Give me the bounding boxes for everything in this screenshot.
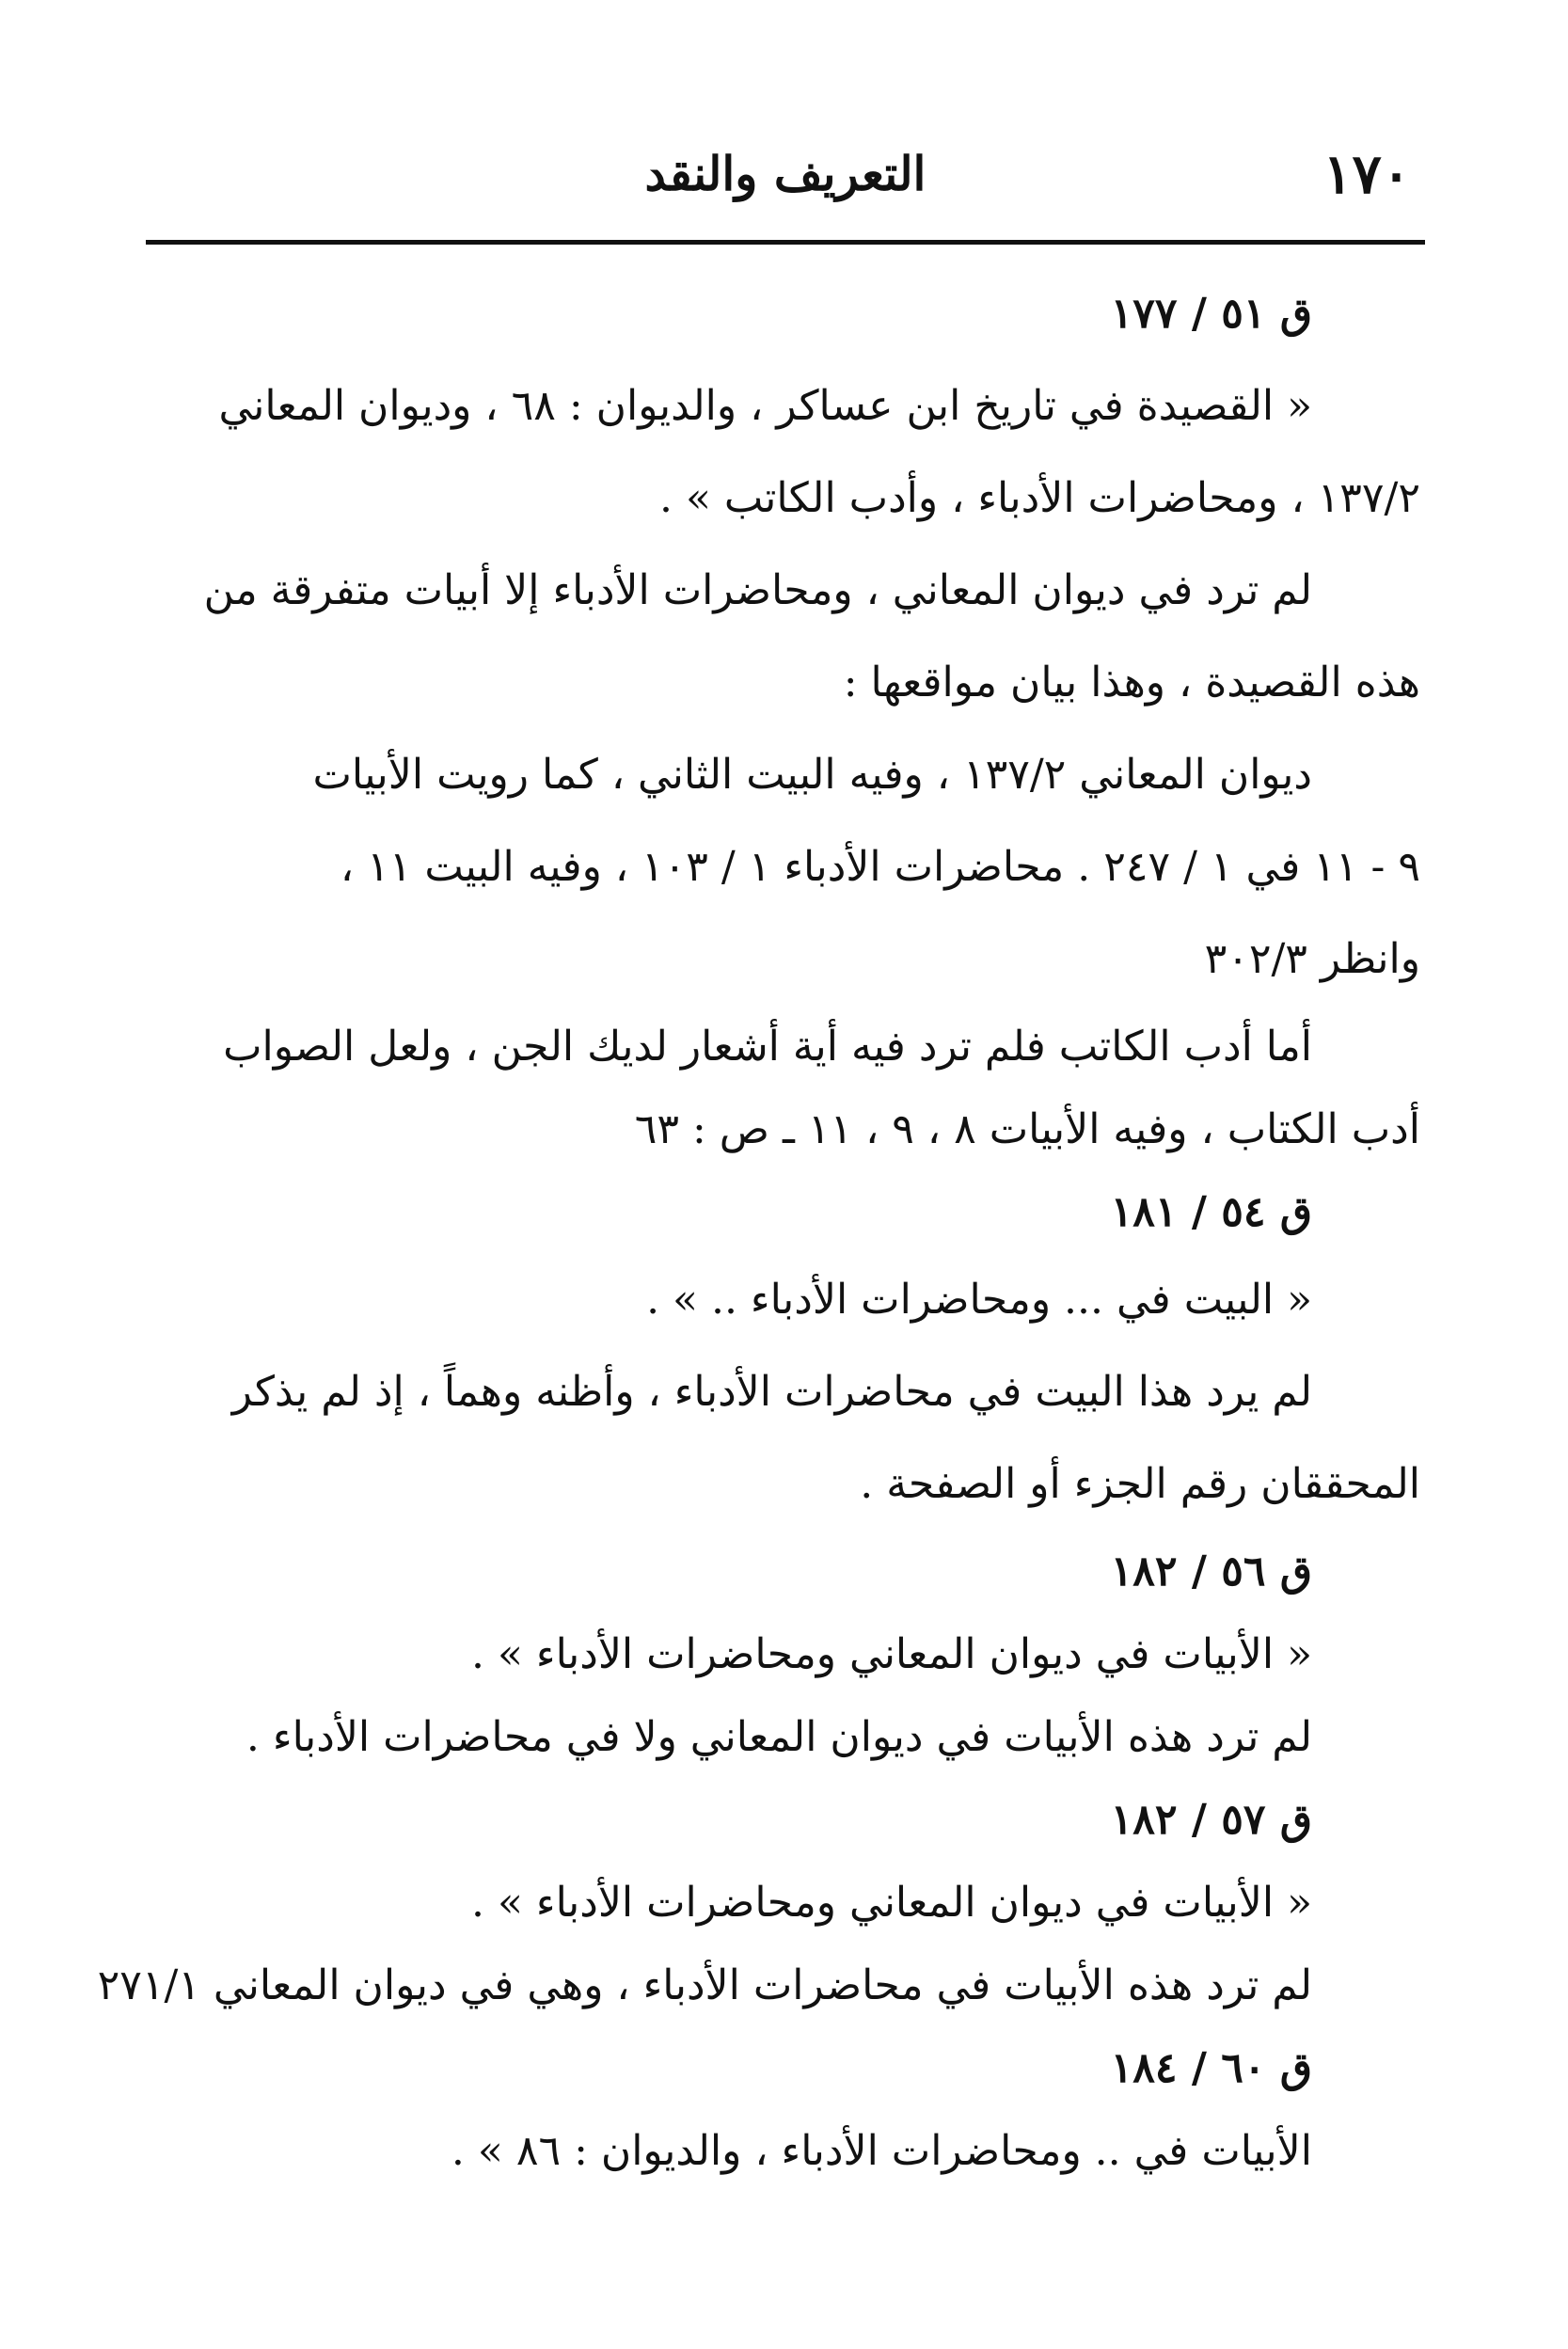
text-line: « البيت في ... ومحاضرات الأدباء .. » . — [646, 1276, 1312, 1324]
text-line: ديوان المعاني ١٣٧/٢ ، وفيه البيت الثاني ، كما رويت الأبيات — [312, 751, 1312, 799]
reference-line: ق ٦٠ / ١٨٤ — [1110, 2044, 1312, 2092]
text-line: « الأبيات في ديوان المعاني ومحاضرات الأدباء » . — [471, 1879, 1312, 1927]
text-line: لم ترد في ديوان المعاني ، ومحاضرات الأدباء إلا أبيات متفرقة من — [203, 566, 1312, 614]
reference-line: ق ٥٦ / ١٨٢ — [1110, 1547, 1312, 1595]
text-line: هذه القصيدة ، وهذا بيان مواقعها : — [843, 659, 1420, 706]
text-line: لم يرد هذا البيت في محاضرات الأدباء ، وأظنه وهماً ، إذ لم يذكر — [231, 1368, 1312, 1416]
text-line: أدب الكتاب ، وفيه الأبيات ٨ ، ٩ ، ١١ ـ ص : ٦٣ — [634, 1105, 1420, 1153]
reference-line: ق ٥٤ / ١٨١ — [1110, 1188, 1312, 1236]
text-line: المحققان رقم الجزء أو الصفحة . — [860, 1460, 1420, 1508]
reference-line: ق ٥٧ / ١٨٢ — [1110, 1796, 1312, 1844]
header-rule — [146, 240, 1425, 245]
text-line: « القصيدة في تاريخ ابن عساكر ، والديوان : ٦٨ ، وديوان المعاني — [218, 382, 1312, 430]
text-line: وانظر ٣٠٢/٣ — [1204, 935, 1420, 983]
text-line: « الأبيات في ديوان المعاني ومحاضرات الأدباء » . — [471, 1630, 1312, 1678]
text-line: ٩ - ١١ في ١ / ٢٤٧ . محاضرات الأدباء ١ / ١٠٣ ، وفيه البيت ١١ ، — [340, 843, 1420, 891]
body-text — [97, 268, 1420, 2193]
text-line: لم ترد هذه الأبيات في ديوان المعاني ولا في محاضرات الأدباء . — [245, 1713, 1312, 1761]
page-number: ١٧٠ — [1323, 142, 1411, 206]
text-line: لم ترد هذه الأبيات في محاضرات الأدباء ، وهي في ديوان المعاني ٢٧١/١ — [97, 1961, 1312, 2009]
text-line: أما أدب الكاتب فلم ترد فيه أية أشعار لديك الجن ، ولعل الصواب — [223, 1023, 1312, 1071]
text-line: ١٣٧/٢ ، ومحاضرات الأدباء ، وأدب الكاتب » . — [659, 474, 1420, 522]
reference-line: ق ٥١ / ١٧٧ — [1110, 290, 1312, 338]
text-line: الأبيات في .. ومحاضرات الأدباء ، والديوان : ٨٦ » . — [451, 2127, 1312, 2175]
running-title: التعريف والنقد — [644, 146, 927, 201]
page-header — [141, 132, 1430, 216]
